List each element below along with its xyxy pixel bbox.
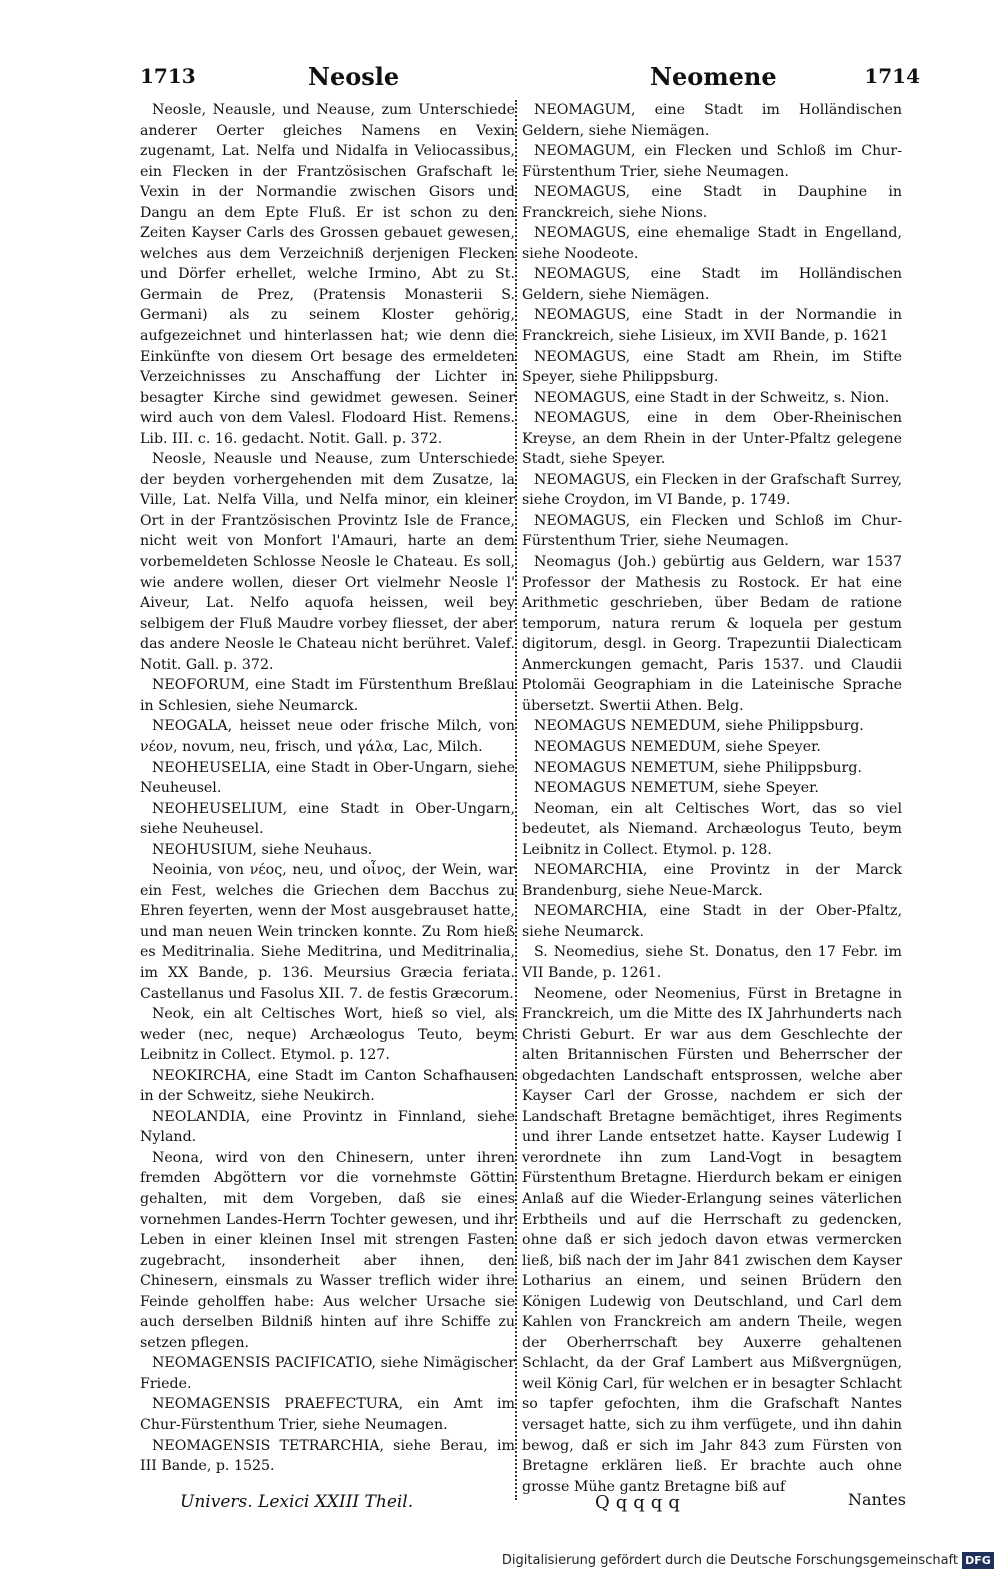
entry-neomagus-nemedum-2: NEOMAGUS NEMEDUM, siehe Speyer. — [534, 738, 821, 755]
column-divider — [515, 100, 518, 1500]
entry-neona: Neona, wird von den Chinesern, unter ihren fremden Abgöttern vor die vornehmste Göttin gehalten, mit dem Vorgeben, daß sie eines vornehmen Landes-Herrn Tochter gewesen, und ihr Leben in einer kleinen Insel mit strengen Fasten zugebracht, insonderheit aber ihnen, den Chinesern, einsmals zu Wasser treflich wider ihre Feinde geholffen habe: Aus welcher Ursache sie auch derselben Bildniß hinten auf ihre Schiffe zu setzen pflegen. — [140, 1149, 515, 1351]
right-column — [522, 100, 902, 1497]
entry-neomagus-5: NEOMAGUS, eine Stadt am Rhein, im Stifte Speyer, siehe Philippsburg. — [522, 348, 902, 386]
entry-neokircha: NEOKIRCHA, eine Stadt im Canton Schafhausen in der Schweitz, siehe Neukirch. — [140, 1067, 515, 1105]
entry-neosle-1: Neosle, Neausle, und Neause, zum Unterschiede anderer Oerter gleiches Namens en Vexin zugenamt, Lat. Nelfa und Nidalfa in Veliocassibus, ein Flecken in der Frantzösischen Grafschaft le Vexin in der Normandie zwischen Gisors und Dangu an dem Epte Fluß. Er ist schon zu den Zeiten Kayser Carls des Grossen gebauet gewesen, welches aus dem Verzeichniß derjenigen Flecken und Dörfer erhellet, welche Irmino, Abt zu St. Germain de Prez, (Pratensis Monasterii S. Germani) als zu seinem Kloster gehörig, aufgezeichnet und hinterlassen hat; wie denn die Einkünfte von diesem Ort besage des ermeldeten Verzeichnisses zu Anschaffung der Lichter in besagter Kirche sind gewidmet gewesen. Seiner wird auch von dem Valesl. Flodoard Hist. Remens. Lib. III. c. 16. gedacht. Notit. Gall. p. 372. — [140, 102, 515, 447]
entry-neoinia: Neoinia, von νέος, neu, und οἶνος, der Wein, war ein Fest, welches die Griechen dem Bacchus zu Ehren feyerten, wenn der Most ausgebrauset hatte, und man neuen Wein trincken konnte. Zu Rom hieß es Meditrinalia. Siehe Meditrina, und Meditrinalia, im XX Bande, p. 136. Meursius Græcia feriata. Castellanus und Fasolus XII. 7. de festis Græcorum. — [140, 862, 515, 1002]
signature-line: Univers. Lexici XXIII Theil. — [180, 1492, 414, 1512]
entry-neohusium: NEOHUSIUM, siehe Neuhaus. — [152, 841, 373, 858]
entry-neok: Neok, ein alt Celtisches Wort, hieß so viel, als weder (nec, neque) Archæologus Teuto, beym Leibnitz in Collect. Etymol. p. 127. — [140, 1006, 515, 1064]
entry-neomagus-2: NEOMAGUS, eine ehemalige Stadt in Engelland, siehe Noodeote. — [522, 225, 902, 262]
entry-neomagus-nemetum-2: NEOMAGUS NEMETUM, siehe Speyer. — [534, 780, 819, 797]
entry-neoheuselia: NEOHEUSELIA, eine Stadt in Ober-Ungarn, siehe Neuheusel. — [140, 759, 515, 797]
entry-neomagus-7: NEOMAGUS, eine in dem Ober-Rheinischen Kreyse, an dem Rhein in der Unter-Pfaltz gelegene Stadt, siehe Speyer. — [522, 410, 902, 468]
entry-neomagus-6: NEOMAGUS, eine Stadt in der Schweitz, s. Nion. — [534, 389, 890, 406]
page-number-left: 1713 — [140, 64, 196, 88]
entry-neomagus-nemetum-1: NEOMAGUS NEMETUM, siehe Philippsburg. — [534, 759, 862, 776]
entry-neoman: Neoman, ein alt Celtisches Wort, das so viel bedeutet, als Niemand. Archæologus Teuto, beym Leibnitz in Collect. Etymol. p. 128. — [522, 800, 902, 858]
left-column — [140, 100, 515, 1477]
funding-credit: Digitalisierung gefördert durch die Deutsche Forschungsgemeinschaft — [501, 1553, 958, 1568]
entry-neomagensis-pacificatio: NEOMAGENSIS PACIFICATIO, siehe Nimägischer Friede. — [140, 1355, 515, 1392]
entry-neomagus-4: NEOMAGUS, eine Stadt in der Normandie in Franckreich, siehe Lisieux, im XVII Bande, p. 1621 — [522, 307, 902, 345]
entry-neomarchia-1: NEOMARCHIA, eine Provintz in der Marck Brandenburg, siehe Neue-Marck. — [522, 862, 902, 899]
entry-neomagensis-praefectura: NEOMAGENSIS PRAEFECTURA, ein Amt im Chur-Fürstenthum Trier, siehe Neumagen. — [140, 1396, 515, 1433]
entry-neoheuselium: NEOHEUSELIUM, eine Stadt in Ober-Ungarn, siehe Neuheusel. — [140, 800, 515, 838]
header-title-right: Neomene — [650, 62, 777, 91]
entry-neomagensis-tetrarchia: NEOMAGENSIS TETRARCHIA, siehe Berau, im III Bande, p. 1525. — [140, 1437, 515, 1475]
page-number-right: 1714 — [864, 64, 920, 88]
digitization-footer — [0, 1548, 1000, 1575]
entry-neomagum-2: NEOMAGUM, ein Flecken und Schloß im Chur-Fürstenthum Trier, siehe Neumagen. — [522, 143, 902, 180]
dfg-logo: DFG — [962, 1552, 994, 1569]
entry-neolandia: NEOLANDIA, eine Provintz in Finnland, siehe Nyland. — [140, 1108, 515, 1146]
entry-neomagus-joh: Neomagus (Joh.) gebürtig aus Geldern, war 1537 Professor der Mathesis zu Rostock. Er hat eine Arithmetic geschrieben, über Bedam de ratione temporum, natura rerum & loquela per gestum digitorum, desgl. in Georg. Trapezuntii Dialecticam Anmerckungen gemacht, Paris 1537. und Claudii Ptolomäi Geographiam in die Lateinische Sprache übersetzt. Swertii Athen. Belg. — [522, 554, 902, 714]
entry-neomagus-8: NEOMAGUS, ein Flecken in der Grafschaft Surrey, siehe Croydon, im VI Bande, p. 1749. — [522, 471, 902, 509]
quire-mark: Qqqqq — [595, 1492, 686, 1513]
entry-neomagus-1: NEOMAGUS, eine Stadt in Dauphine in Franckreich, siehe Nions. — [522, 184, 902, 221]
running-header — [140, 58, 920, 96]
entry-neomagus-9: NEOMAGUS, ein Flecken und Schloß im Chur-Fürstenthum Trier, siehe Neumagen. — [522, 512, 902, 550]
entry-neomene: Neomene, oder Neomenius, Fürst in Bretagne in Franckreich, um die Mitte des IX Jahrhunderts nach Christi Geburt. Er war aus dem Geschlechte der alten Britannischen Fürsten und Beherrscher der obgedachten Landschaft entsprossen, welche aber Kayser Carl der Grosse, nachdem er sich der Landschaft Bretagne bemächtiget, ihres Regiments und ihrer Lande entsetzet hatte. Kayser Ludewig I verordnete ihn zum Land-Vogt in besagtem Fürstenthum Bretagne. Hierdurch bekam er einigen Anlaß auf die Wieder-Erlangung seines väterlichen Erbtheils und auf die Herrschaft zu gedencken, ohne daß er sich jedoch davon etwas vermercken ließ, biß nach der im Jahr 841 zwischen dem Kayser Lotharius an einem, und seinen Brüdern den Königen Ludewig von Deutschland, und Carl dem Kahlen von Franckreich am andern Theile, wegen der Oberherrschaft bey Auxerre gehaltenen Schlacht, da der Graf Lambert aus Mißvergnügen, weil König Carl, für welchen er in besagter Schlacht so tapfer gefochten, ihm die Grafschaft Nantes versaget hatte, sich zu ihm verfügete, und ihn dahin bewog, daß er sich im Jahr 843 zum Fürsten von Bretagne erklären ließ. Er brachte auch ohne grosse Mühe gantz Bretagne biß auf — [522, 985, 902, 1495]
entry-neomedius: S. Neomedius, siehe St. Donatus, den 17 Febr. im VII Bande, p. 1261. — [522, 944, 902, 981]
entry-neosle-2: Neosle, Neausle und Neause, zum Unterschiede der beyden vorhergehenden mit dem Zusatze, la Ville, Lat. Nelfa Villa, und Nelfa minor, ein kleiner Ort in der Frantzösischen Provintz Isle de France, nicht weit von Monfort l'Amauri, harte an dem vorbemeldeten Schlosse Neosle le Chateau. Es soll, wie andere wollen, dieser Ort vielmehr Neosle l' Aiveur, Lat. Nelfo aquofa heissen, weil bey selbigem der Fluß Maudre vorbey fliesset, der aber das andere Neosle le Chateau nicht berühret. Valef. Notit. Gall. p. 372. — [140, 451, 515, 673]
header-title-left: Neosle — [308, 62, 400, 91]
entry-neogala: NEOGALA, heisset neue oder frische Milch, von νέον, novum, neu, frisch, und γάλα, Lac, Milch. — [140, 718, 515, 755]
catchword: Nantes — [848, 1490, 906, 1509]
page-margin — [0, 0, 128, 1540]
entry-neomagum-1: NEOMAGUM, eine Stadt im Holländischen Geldern, siehe Niemägen. — [522, 102, 902, 139]
entry-neomarchia-2: NEOMARCHIA, eine Stadt in der Ober-Pfaltz, siehe Neumarck. — [522, 903, 902, 940]
entry-neomagus-nemedum-1: NEOMAGUS NEMEDUM, siehe Philippsburg. — [534, 718, 864, 735]
entry-neoforum: NEOFORUM, eine Stadt im Fürstenthum Breßlau in Schlesien, siehe Neumarck. — [140, 677, 515, 714]
entry-neomagus-3: NEOMAGUS, eine Stadt im Holländischen Geldern, siehe Niemägen. — [522, 266, 902, 303]
